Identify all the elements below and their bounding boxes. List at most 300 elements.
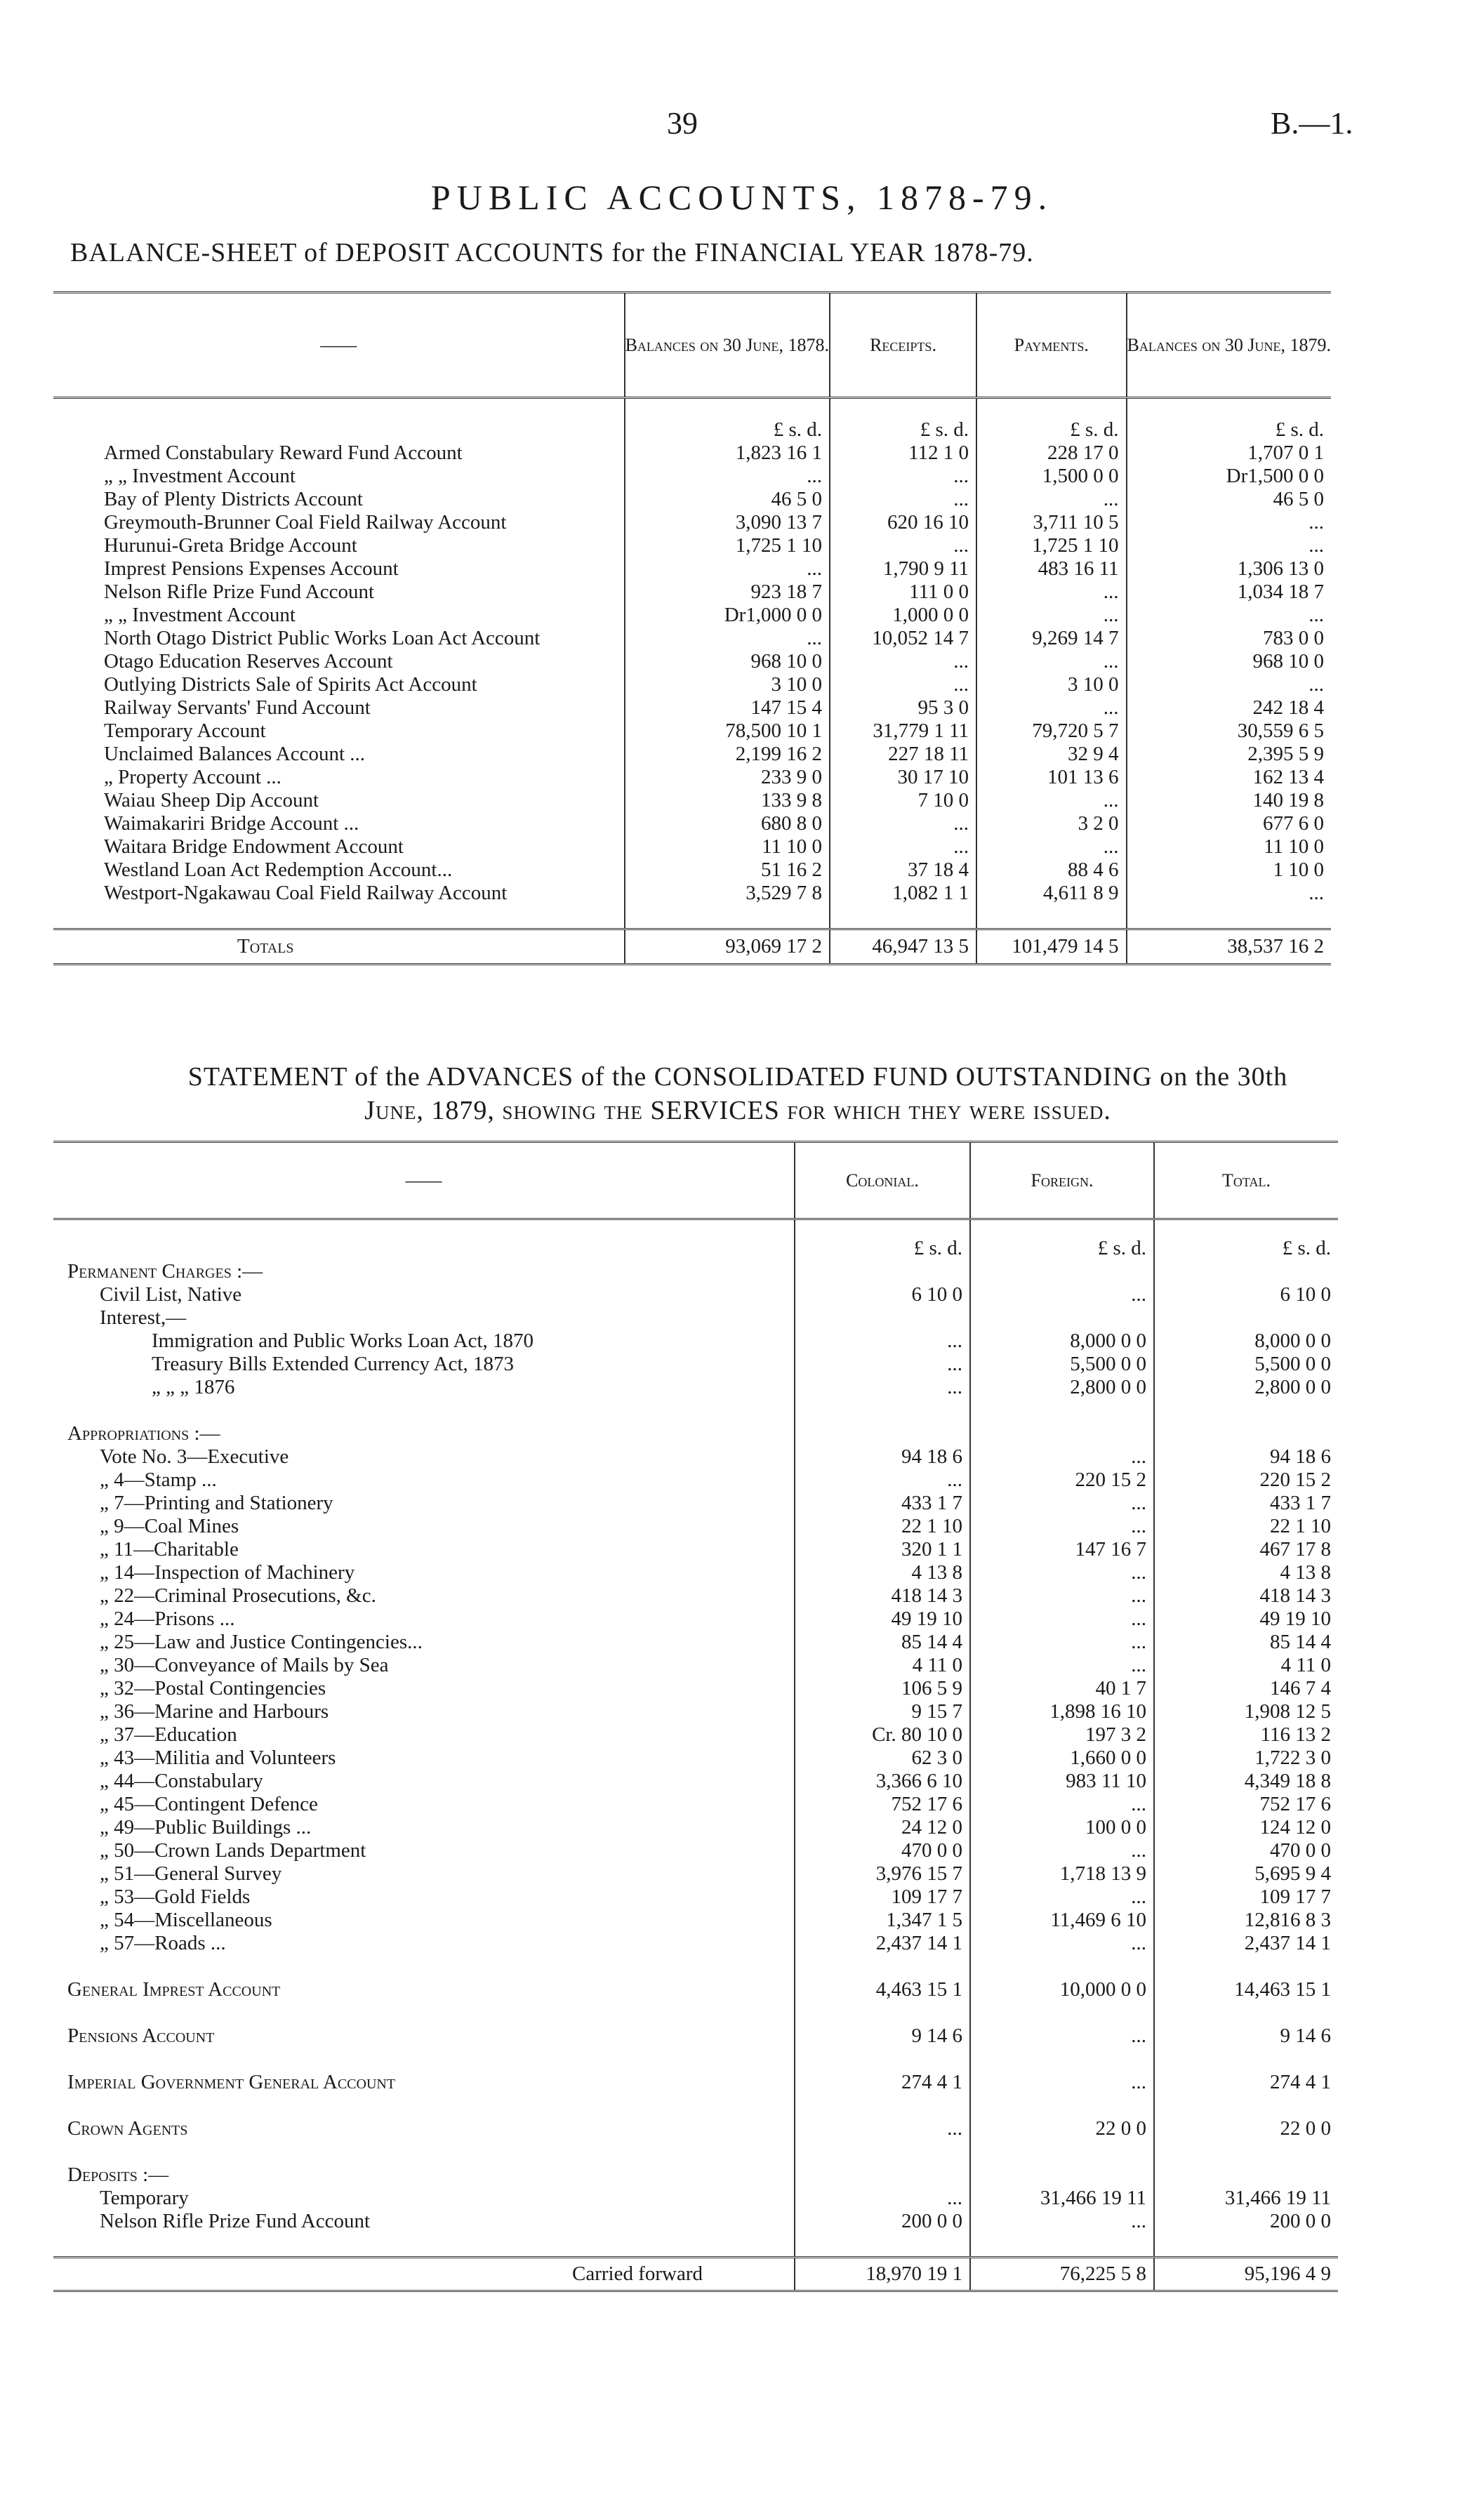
table-row	[53, 859, 1331, 882]
amount-b79: 30,559 6 5	[1127, 720, 1331, 743]
account-name: Westland Loan Act Redemption Account...	[104, 858, 453, 881]
account-name: Hurunui-Greta Bridge Account	[104, 534, 357, 557]
amount-b78: 78,500 10 1	[625, 720, 830, 743]
statement-title-line-2: June, 1879, showing the SERVICES for which they were issued.	[364, 1096, 1111, 1125]
amount-tot: 5,500 0 0	[1154, 1353, 1338, 1376]
amount-b79: 1,034 18 7	[1127, 581, 1331, 604]
account-name: Armed Constabulary Reward Fund Account	[104, 441, 463, 464]
service-label: „ 24—Prisons ...	[100, 1607, 235, 1630]
amount-tot: 85 14 4	[1154, 1631, 1338, 1654]
amount-for	[970, 1955, 1154, 1978]
table-row	[53, 1515, 1338, 1538]
amount-tot: 94 18 6	[1154, 1445, 1338, 1469]
amount-b79: 968 10 0	[1127, 650, 1331, 673]
spacer	[976, 905, 1127, 929]
amount-b78: 233 9 0	[625, 766, 830, 789]
table-row	[53, 766, 1331, 789]
amount-col: 9 14 6	[795, 2025, 970, 2048]
amount-for: ...	[970, 1492, 1154, 1515]
amount-col: 200 0 0	[795, 2210, 970, 2233]
service-label: „ 43—Militia and Volunteers	[100, 1746, 336, 1769]
table-row	[53, 1886, 1338, 1909]
amount-col: 470 0 0	[795, 1839, 970, 1862]
amount-for: ...	[970, 2025, 1154, 2048]
amount-tot: 109 17 7	[1154, 1886, 1338, 1909]
amount-b78: 923 18 7	[625, 581, 830, 604]
table-row	[53, 1561, 1338, 1584]
service-label	[53, 1955, 795, 1978]
service-label	[53, 2001, 795, 2025]
amount-b78: ...	[625, 627, 830, 650]
amount-for: ...	[970, 1561, 1154, 1584]
amount-col: 3,366 6 10	[795, 1770, 970, 1793]
spacer-row	[53, 2048, 1338, 2071]
table-row	[53, 2117, 1338, 2140]
total-b79: 38,537 16 2	[1127, 929, 1331, 964]
spacer	[1154, 2233, 1338, 2258]
amount-rec: 620 16 10	[830, 511, 976, 534]
account-name: „ Property Account ...	[104, 765, 281, 788]
amount-for: 31,466 19 11	[970, 2187, 1154, 2210]
advances-table	[53, 1141, 1338, 2292]
amount-for: ...	[970, 1839, 1154, 1862]
amount-col	[795, 2001, 970, 2025]
amount-col: 22 1 10	[795, 1515, 970, 1538]
amount-rec: 31,779 1 11	[830, 720, 976, 743]
amount-tot: 4,349 18 8	[1154, 1770, 1338, 1793]
amount-col: 85 14 4	[795, 1631, 970, 1654]
units-spacer	[53, 398, 625, 442]
amount-col: 6 10 0	[795, 1283, 970, 1306]
table-row	[53, 1978, 1338, 2001]
spacer-row	[53, 2001, 1338, 2025]
spacer	[830, 905, 976, 929]
amount-for: 147 16 7	[970, 1538, 1154, 1561]
amount-b79: 46 5 0	[1127, 488, 1331, 511]
amount-b78: 680 8 0	[625, 812, 830, 835]
amount-col	[795, 2094, 970, 2117]
amount-pay: ...	[976, 789, 1127, 812]
amount-pay: 1,500 0 0	[976, 465, 1127, 488]
total-pay: 101,479 14 5	[976, 929, 1127, 964]
table-row	[53, 1793, 1338, 1816]
amount-tot	[1154, 1422, 1338, 1445]
amount-tot	[1154, 1399, 1338, 1422]
units-label: £ s. d.	[976, 398, 1127, 442]
service-label: „ 30—Conveyance of Mails by Sea	[100, 1653, 389, 1676]
amount-b79: 1,707 0 1	[1127, 442, 1331, 465]
amount-for: 1,718 13 9	[970, 1862, 1154, 1886]
amount-b78: 968 10 0	[625, 650, 830, 673]
table-row	[53, 1932, 1338, 1955]
spacer-row	[53, 2140, 1338, 2164]
spacer-row	[53, 2094, 1338, 2117]
amount-col: 4,463 15 1	[795, 1978, 970, 2001]
table-row	[53, 2210, 1338, 2233]
amount-pay: 4,611 8 9	[976, 882, 1127, 905]
amount-pay: 1,725 1 10	[976, 534, 1127, 557]
amount-rec: 1,790 9 11	[830, 557, 976, 581]
table-row	[53, 1816, 1338, 1839]
amount-for: 11,469 6 10	[970, 1909, 1154, 1932]
amount-pay: 228 17 0	[976, 442, 1127, 465]
amount-b78: 1,823 16 1	[625, 442, 830, 465]
table-row	[53, 1654, 1338, 1677]
amount-for	[970, 2001, 1154, 2025]
amount-b79: 11 10 0	[1127, 835, 1331, 859]
service-label: „ 11—Charitable	[100, 1537, 239, 1561]
account-name: Unclaimed Balances Account ...	[104, 742, 366, 765]
amount-tot: 433 1 7	[1154, 1492, 1338, 1515]
amount-col	[795, 2048, 970, 2071]
table-row	[53, 581, 1331, 604]
amount-col: 3,976 15 7	[795, 1862, 970, 1886]
table-row	[53, 1631, 1338, 1654]
amount-tot: 9 14 6	[1154, 2025, 1338, 2048]
table-row	[53, 743, 1331, 766]
service-label: „ 50—Crown Lands Department	[100, 1839, 366, 1862]
units-label: £ s. d.	[795, 1219, 970, 1260]
amount-b79: 783 0 0	[1127, 627, 1331, 650]
amount-b79: 1 10 0	[1127, 859, 1331, 882]
foreign-header: Foreign.	[970, 1142, 1154, 1219]
total-rec: 46,947 13 5	[830, 929, 976, 964]
amount-b78: 51 16 2	[625, 859, 830, 882]
amount-pay: 88 4 6	[976, 859, 1127, 882]
spacer-row	[53, 1399, 1338, 1422]
amount-for: ...	[970, 1631, 1154, 1654]
deposit-accounts-table	[53, 291, 1331, 965]
amount-for: 2,800 0 0	[970, 1376, 1154, 1399]
service-label: Nelson Rifle Prize Fund Account	[100, 2209, 371, 2232]
amount-col: ...	[795, 2117, 970, 2140]
table-row	[53, 557, 1331, 581]
amount-b79: ...	[1127, 882, 1331, 905]
amount-tot: 124 12 0	[1154, 1816, 1338, 1839]
service-label: „ 54—Miscellaneous	[100, 1908, 272, 1931]
amount-b78: 2,199 16 2	[625, 743, 830, 766]
document-reference: B.—1.	[1271, 106, 1353, 140]
service-label: „ 51—General Survey	[100, 1862, 282, 1885]
amount-tot	[1154, 1955, 1338, 1978]
amount-tot: 146 7 4	[1154, 1677, 1338, 1700]
service-label: „ 4—Stamp ...	[100, 1468, 217, 1491]
amount-b79: ...	[1127, 604, 1331, 627]
service-label: Immigration and Public Works Loan Act, 1870	[152, 1329, 534, 1352]
totals-label: Totals	[237, 934, 294, 958]
units-label: £ s. d.	[830, 398, 976, 442]
amount-tot: 1,908 12 5	[1154, 1700, 1338, 1723]
amount-tot	[1154, 2140, 1338, 2164]
units-label: £ s. d.	[1154, 1219, 1338, 1260]
amount-tot	[1154, 1260, 1338, 1283]
amount-pay: 3 2 0	[976, 812, 1127, 835]
amount-col	[795, 1399, 970, 1422]
units-spacer	[53, 1219, 795, 1260]
table-row	[53, 1677, 1338, 1700]
amount-tot	[1154, 2164, 1338, 2187]
table-row	[53, 2071, 1338, 2094]
table-row	[53, 1909, 1338, 1932]
table-row	[53, 465, 1331, 488]
amount-col: ...	[795, 2187, 970, 2210]
amount-tot: 14,463 15 1	[1154, 1978, 1338, 2001]
table-row	[53, 1306, 1338, 1330]
service-label	[53, 2048, 795, 2071]
service-label: „ 53—Gold Fields	[100, 1885, 251, 1908]
table-row	[53, 650, 1331, 673]
amount-for: 5,500 0 0	[970, 1353, 1154, 1376]
table-row	[53, 1422, 1338, 1445]
amount-b79: 162 13 4	[1127, 766, 1331, 789]
amount-for	[970, 2140, 1154, 2164]
amount-rec: ...	[830, 812, 976, 835]
service-label: Crown Agents	[67, 2117, 188, 2140]
account-name: Otago Education Reserves Account	[104, 649, 393, 673]
account-name: Bay of Plenty Districts Account	[104, 487, 363, 510]
table-row	[53, 1283, 1338, 1306]
amount-b79: 1,306 13 0	[1127, 557, 1331, 581]
amount-b79: ...	[1127, 673, 1331, 696]
amount-for: 22 0 0	[970, 2117, 1154, 2140]
amount-tot: 4 11 0	[1154, 1654, 1338, 1677]
table-row	[53, 1700, 1338, 1723]
amount-tot: 220 15 2	[1154, 1469, 1338, 1492]
account-name: North Otago District Public Works Loan Act Account	[104, 626, 541, 649]
amount-for: ...	[970, 2210, 1154, 2233]
amount-rec: 112 1 0	[830, 442, 976, 465]
amount-for	[970, 2164, 1154, 2187]
amount-tot: 4 13 8	[1154, 1561, 1338, 1584]
amount-b78: 3,529 7 8	[625, 882, 830, 905]
spacer	[795, 2233, 970, 2258]
amount-col	[795, 1260, 970, 1283]
amount-for	[970, 2094, 1154, 2117]
table-row	[53, 1469, 1338, 1492]
page-number: 39	[667, 106, 698, 140]
amount-col: ...	[795, 1469, 970, 1492]
amount-col: 9 15 7	[795, 1700, 970, 1723]
amount-rec: ...	[830, 488, 976, 511]
balances-1879-header: Balances on 30 June, 1879.	[1127, 293, 1331, 398]
account-name: Railway Servants' Fund Account	[104, 696, 371, 719]
amount-for: 1,660 0 0	[970, 1747, 1154, 1770]
account-name: Outlying Districts Sale of Spirits Act Account	[104, 673, 477, 696]
account-name: Waiau Sheep Dip Account	[104, 788, 319, 812]
service-label: „ „ „ 1876	[152, 1375, 235, 1398]
account-name: Nelson Rifle Prize Fund Account	[104, 580, 375, 603]
amount-for: ...	[970, 1584, 1154, 1608]
amount-b79: 677 6 0	[1127, 812, 1331, 835]
service-label: „ 7—Printing and Stationery	[100, 1491, 333, 1514]
amount-for: 8,000 0 0	[970, 1330, 1154, 1353]
table-row	[53, 1376, 1338, 1399]
table-row	[53, 1260, 1338, 1283]
page-title: PUBLIC ACCOUNTS, 1878-79.	[430, 178, 1054, 217]
amount-tot: 2,800 0 0	[1154, 1376, 1338, 1399]
amount-for: 40 1 7	[970, 1677, 1154, 1700]
amount-pay: 9,269 14 7	[976, 627, 1127, 650]
table-row	[53, 1330, 1338, 1353]
amount-col	[795, 1306, 970, 1330]
amount-b79: 242 18 4	[1127, 696, 1331, 720]
amount-col: Cr. 80 10 0	[795, 1723, 970, 1747]
service-label: Appropriations :—	[67, 1422, 220, 1445]
amount-for	[970, 2048, 1154, 2071]
amount-for: ...	[970, 1283, 1154, 1306]
amount-for	[970, 1422, 1154, 1445]
amount-pay: ...	[976, 581, 1127, 604]
amount-tot: 8,000 0 0	[1154, 1330, 1338, 1353]
amount-rec: ...	[830, 835, 976, 859]
service-label: Deposits :—	[67, 2163, 169, 2186]
balance-sheet-title: BALANCE-SHEET of DEPOSIT ACCOUNTS for the FINANCIAL YEAR 1878-79.	[70, 238, 1034, 267]
amount-b78: 3,090 13 7	[625, 511, 830, 534]
amount-col: 62 3 0	[795, 1747, 970, 1770]
account-name: Imprest Pensions Expenses Account	[104, 557, 399, 580]
totals-row	[53, 929, 1331, 964]
service-label: „ 9—Coal Mines	[100, 1514, 239, 1537]
amount-b78: ...	[625, 557, 830, 581]
amount-for: ...	[970, 1515, 1154, 1538]
amount-for: ...	[970, 1654, 1154, 1677]
amount-tot: 22 0 0	[1154, 2117, 1338, 2140]
amount-b78: 3 10 0	[625, 673, 830, 696]
amount-for	[970, 1399, 1154, 1422]
amount-tot: 22 1 10	[1154, 1515, 1338, 1538]
amount-for: 100 0 0	[970, 1816, 1154, 1839]
service-label: „ 32—Postal Contingencies	[100, 1676, 326, 1700]
units-label: £ s. d.	[625, 398, 830, 442]
amount-for: 197 3 2	[970, 1723, 1154, 1747]
service-label: „ 36—Marine and Harbours	[100, 1700, 329, 1723]
amount-tot	[1154, 2048, 1338, 2071]
amount-b79: Dr1,500 0 0	[1127, 465, 1331, 488]
amount-for: ...	[970, 2071, 1154, 2094]
carried-tot: 95,196 4 9	[1154, 2257, 1338, 2291]
amount-tot: 6 10 0	[1154, 1283, 1338, 1306]
amount-tot: 752 17 6	[1154, 1793, 1338, 1816]
amount-rec: 7 10 0	[830, 789, 976, 812]
spacer	[970, 2233, 1154, 2258]
amount-rec: 111 0 0	[830, 581, 976, 604]
amount-rec: ...	[830, 465, 976, 488]
table-row	[53, 1839, 1338, 1862]
account-name: Waitara Bridge Endowment Account	[104, 835, 404, 858]
amount-b78: Dr1,000 0 0	[625, 604, 830, 627]
blank-header: ——	[53, 293, 625, 398]
amount-col: 1,347 1 5	[795, 1909, 970, 1932]
amount-b78: 133 9 8	[625, 789, 830, 812]
table-row	[53, 1445, 1338, 1469]
blank-header-2: ——	[53, 1142, 795, 1219]
service-label: Imperial Government General Account	[67, 2070, 396, 2093]
amount-rec: 30 17 10	[830, 766, 976, 789]
service-label: Interest,—	[100, 1306, 187, 1329]
amount-col	[795, 2164, 970, 2187]
amount-for: ...	[970, 1886, 1154, 1909]
table-row	[53, 1492, 1338, 1515]
amount-pay: 79,720 5 7	[976, 720, 1127, 743]
table-row	[53, 1608, 1338, 1631]
amount-col: 418 14 3	[795, 1584, 970, 1608]
service-label: Treasury Bills Extended Currency Act, 1873	[152, 1352, 515, 1375]
receipts-header: Receipts.	[830, 293, 976, 398]
service-label: Pensions Account	[67, 2024, 215, 2047]
amount-rec: ...	[830, 534, 976, 557]
amount-col: 4 11 0	[795, 1654, 970, 1677]
amount-rec: ...	[830, 650, 976, 673]
service-label: „ 37—Education	[100, 1723, 237, 1746]
service-label: „ 49—Public Buildings ...	[100, 1815, 312, 1839]
amount-pay: 3 10 0	[976, 673, 1127, 696]
amount-b78: ...	[625, 465, 830, 488]
amount-b79: 2,395 5 9	[1127, 743, 1331, 766]
table-row	[53, 534, 1331, 557]
service-label: „ 45—Contingent Defence	[100, 1792, 318, 1815]
amount-pay: 3,711 10 5	[976, 511, 1127, 534]
amount-tot: 467 17 8	[1154, 1538, 1338, 1561]
table-row	[53, 1584, 1338, 1608]
service-label	[53, 2094, 795, 2117]
amount-b78: 46 5 0	[625, 488, 830, 511]
account-name: „ „ Investment Account	[104, 464, 296, 487]
amount-for: 983 11 10	[970, 1770, 1154, 1793]
spacer	[53, 905, 625, 929]
table-row	[53, 511, 1331, 534]
amount-for	[970, 1260, 1154, 1283]
table-row	[53, 1747, 1338, 1770]
amount-for: 220 15 2	[970, 1469, 1154, 1492]
amount-for: 10,000 0 0	[970, 1978, 1154, 2001]
amount-b78: 147 15 4	[625, 696, 830, 720]
amount-tot	[1154, 2001, 1338, 2025]
amount-rec: ...	[830, 673, 976, 696]
amount-tot: 200 0 0	[1154, 2210, 1338, 2233]
account-name: „ „ Investment Account	[104, 603, 296, 626]
amount-col: 49 19 10	[795, 1608, 970, 1631]
amount-col: 109 17 7	[795, 1886, 970, 1909]
amount-for: ...	[970, 1793, 1154, 1816]
amount-col: ...	[795, 1353, 970, 1376]
amount-for	[970, 1306, 1154, 1330]
spacer	[625, 905, 830, 929]
amount-col: 2,437 14 1	[795, 1932, 970, 1955]
table-row	[53, 1538, 1338, 1561]
amount-pay: ...	[976, 604, 1127, 627]
amount-b78: 11 10 0	[625, 835, 830, 859]
amount-tot: 1,722 3 0	[1154, 1747, 1338, 1770]
spacer	[1127, 905, 1331, 929]
service-label: Vote No. 3—Executive	[100, 1445, 289, 1468]
amount-tot	[1154, 1306, 1338, 1330]
amount-tot: 418 14 3	[1154, 1584, 1338, 1608]
amount-for: ...	[970, 1445, 1154, 1469]
payments-header: Payments.	[976, 293, 1127, 398]
table-row	[53, 1353, 1338, 1376]
table-row	[53, 882, 1331, 905]
service-label: Permanent Charges :—	[67, 1259, 263, 1283]
carried-forward-label: Carried forward	[572, 2262, 703, 2285]
spacer-row	[53, 1955, 1338, 1978]
service-label: „ 14—Inspection of Machinery	[100, 1561, 355, 1584]
amount-tot: 12,816 8 3	[1154, 1909, 1338, 1932]
amount-tot	[1154, 2094, 1338, 2117]
service-label	[53, 2140, 795, 2164]
amount-col: 433 1 7	[795, 1492, 970, 1515]
table-row	[53, 1862, 1338, 1886]
table-row	[53, 1770, 1338, 1793]
